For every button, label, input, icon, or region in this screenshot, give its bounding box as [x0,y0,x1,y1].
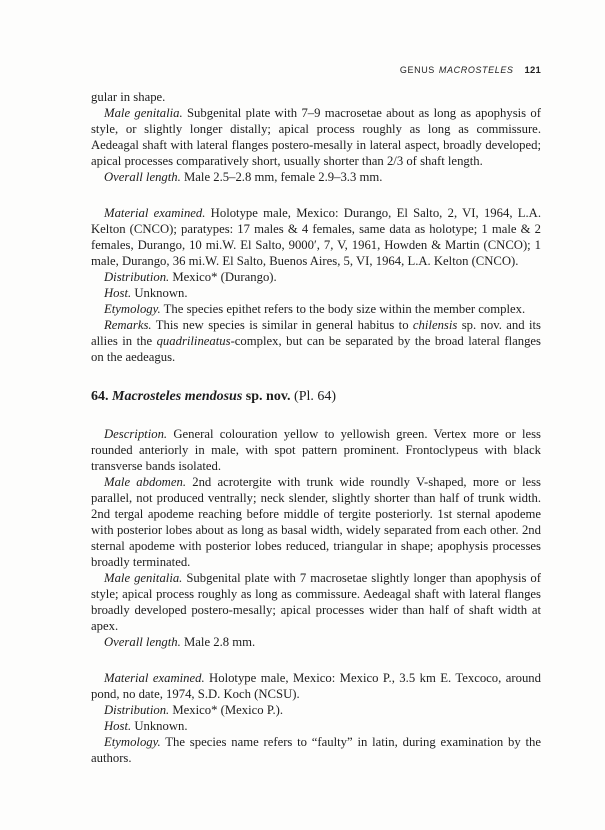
text-segment: Host. [104,719,132,733]
text-segment: gular in shape. [91,90,166,104]
text-segment: Holotype male, Mexico: Durango, El Salto, 2, VI, 1964, L.A. Kelton (CNCO); paratypes: 17 males & 4 females, same data as holotype; 1 male & 2 females, Durango, 10 mi.W. El Salto, 9000′, 7, V, 1961, Howden & Martin (CNCO); 1 male, Durango, 36 mi.W. El Salto, Buenos Aires, 5, VI, 1964, L.A. Kelton (CNCO). [91,206,541,268]
paragraph [91,474,541,570]
text-segment: quadrilineatus [156,334,231,348]
text-segment: The species name refers to “faulty” in latin, during examination by the authors. [91,735,541,765]
paragraph [91,301,541,317]
text-segment: Mexico* (Mexico P.). [169,703,284,717]
text-segment: Male genitalia. [104,571,183,585]
body-text [91,89,541,766]
text-segment: Male genitalia. [104,106,183,120]
paragraph [91,570,541,634]
text-segment: 2nd acrotergite with trunk wide roundly V-shaped, more or less parallel, not produced ventrally; neck slender, slightly shorter than half of trunk width. 2nd tergal apodeme reaching before middle of tergite posteriorly. 1st sternal apodeme with posterior lobes about as long as basal width, widely separated from each other. 2nd sternal apodeme with posterior lobes reduced, triangular in shape; apophysis processes broadly terminated. [91,475,541,569]
text-segment: sp. nov. and its allies in the [91,318,541,348]
paragraph [91,734,541,766]
text-segment: This new species is similar in general habitus to [151,318,413,332]
text-segment: The species epithet refers to the body size within the member complex. [160,302,526,316]
text-segment: sp. nov. [242,389,291,404]
paragraph [91,702,541,718]
text-segment: Male 2.5–2.8 mm, female 2.9–3.3 mm. [180,170,383,184]
text-segment: General colouration yellow to yellowish green. Vertex more or less rounded anteriorly in male, with spot pattern prominent. Frontoclypeus with black transverse bands isolated. [91,427,541,473]
paragraph [91,317,541,365]
text-segment: Mexico* (Durango). [169,270,277,284]
paragraph [91,634,541,650]
text-segment: Subgenital plate with 7 macrosetae slightly longer than apophysis of style; apical process roughly as long as commissure. Aedeagal shaft with lateral flanges broadly developed postero-mesally; apical processes wider than half of shaft width at apex. [91,571,541,633]
text-segment: Material examined. [104,206,206,220]
paragraph-spacer [91,650,541,670]
text-segment: Etymology. [104,735,161,749]
paragraph [91,89,541,105]
text-segment: Distribution. [104,270,170,284]
paragraph [91,269,541,285]
paragraph [91,670,541,702]
text-segment: (Pl. 64) [290,389,337,404]
text-segment: Distribution. [104,703,170,717]
paragraph [91,718,541,734]
paragraph [91,169,541,185]
text-segment: Macrosteles mendosus [112,389,243,404]
text-segment: Male 2.8 mm. [180,635,256,649]
running-head-genus-label: GENUS [399,65,435,75]
text-segment: Etymology. [104,302,161,316]
paragraph-spacer [91,185,541,205]
text-segment: Subgenital plate with 7–9 macrosetae about as long as apophysis of style, or slightly longer distally; apical process roughly as long as commissure. Aedeagal shaft with lateral flanges postero-mesally in lateral aspect, broadly developed; apical processes comparatively short, usually shorter than 2/3 of shaft length. [91,106,541,168]
text-segment: Unknown. [131,286,188,300]
text-segment: Host. [104,286,132,300]
species-heading [91,387,541,407]
text-segment: Unknown. [131,719,188,733]
text-segment: Overall length. [104,635,181,649]
text-segment: Material examined. [104,671,205,685]
text-segment: chilensis [412,318,458,332]
running-head [400,65,541,76]
text-segment: Male abdomen. [104,475,186,489]
paragraph [91,285,541,301]
text-segment: Remarks. [104,318,152,332]
text-segment: Description. [104,427,168,441]
paragraph [91,426,541,474]
text-segment: 64. [91,389,112,404]
text-segment: Overall length. [104,170,181,184]
text-segment: -complex, but can be separated by the broad lateral flanges on the aedeagus. [91,334,541,364]
page-number: 121 [524,65,541,76]
text-segment: Holotype male, Mexico: Mexico P., 3.5 km E. Texcoco, around pond, no date, 1974, S.D. Koch (NCSU). [91,671,541,701]
paragraph [91,205,541,269]
running-head-genus-name: MACROSTELES [438,65,514,75]
paragraph [91,105,541,169]
